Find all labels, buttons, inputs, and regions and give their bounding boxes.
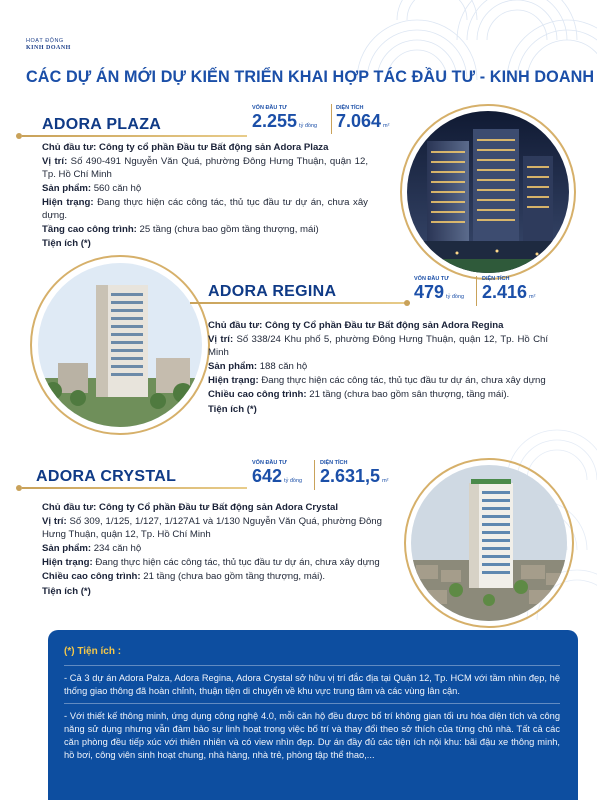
- section-tag-line2: KINH DOANH: [26, 45, 71, 51]
- amenities-row: Tiện ích (*): [208, 403, 257, 415]
- status-row: Hiện trạng: Đang thực hiện các công tác, thủ tục đầu tư dự án, chưa xây dựng.: [42, 197, 368, 221]
- stat-unit: m²: [383, 123, 390, 129]
- section-tag-line1: HOẠT ĐỘNG: [26, 38, 64, 44]
- stat-value: 479: [414, 282, 445, 302]
- product-row: Sản phẩm: 188 căn hộ: [208, 360, 308, 372]
- project-info-plaza: [42, 142, 368, 252]
- status-row: Hiện trạng: Đang thực hiện các công tác, thủ tục đầu tư dự án, chưa xây dựng: [42, 557, 380, 569]
- title-bullet: [404, 300, 410, 306]
- stat-unit: m²: [529, 294, 536, 300]
- adora-crystal-photo: [411, 465, 567, 621]
- adora-plaza-photo: [407, 111, 569, 273]
- stat-unit: tỷ đồng: [446, 294, 465, 300]
- stat-unit: tỷ đồng: [284, 478, 303, 484]
- benefits-paragraph-1: - Cả 3 dự án Adora Palza, Adora Regina, Adora Crystal sở hữu vị trí đắc địa tại Quận 12, Tp. HCM với tầm nhìn đẹp, hệ thống giao thông đã hoàn chỉnh, thuận tiện di chuyển về khu vực trung tâm và các vùng lân cận.: [64, 673, 560, 696]
- stat-value: 7.064: [336, 111, 382, 131]
- amenities-row: Tiện ích (*): [42, 585, 91, 597]
- owner-row: Chủ đầu tư: Công ty Cổ phần Đầu tư Bất động sản Adora Regina: [208, 320, 504, 331]
- status-value: Đang thực hiện các công tác, thủ tục đầu tư dự án, chưa xây dựng: [95, 557, 380, 569]
- location-row: Vị trí: Số 490-491 Nguyễn Văn Quá, phường Đông Hưng Thuận, quận 12, Tp. Hồ Chí Minh: [42, 156, 368, 180]
- stat-label: DIỆN TÍCH: [482, 276, 510, 282]
- title-underline: [190, 302, 410, 304]
- product-value: 560 căn hộ: [93, 182, 142, 194]
- amenities-row: Tiện ích (*): [42, 238, 91, 250]
- project-title-crystal: ADORA CRYSTAL: [36, 468, 177, 485]
- benefits-title: (*) Tiện ích :: [64, 646, 122, 657]
- stat-area-regina: [482, 276, 535, 301]
- owner-value: Công ty Cổ phần Đầu tư Bất động sản Adora Crystal: [99, 502, 339, 513]
- stat-label: DIỆN TÍCH: [336, 105, 364, 111]
- stat-invest-plaza: [252, 105, 317, 130]
- stat-area-crystal: [320, 460, 388, 485]
- location-value: Số 490-491 Nguyễn Văn Quá, phường Đông Hưng Thuận, quận 12, Tp. Hồ Chí Minh: [42, 156, 368, 180]
- location-value: Số 309, 1/125, 1/127, 1/127A1 và 1/130 Nguyễn Văn Quá, phường Đông Hưng Thuận, quận 12, Tp. Hồ Chí Minh: [42, 516, 382, 540]
- stat-unit: m²: [382, 478, 389, 484]
- stat-invest-regina: [414, 276, 464, 301]
- owner-row: Chủ đầu tư: Công ty cổ phần Đầu tư Bất động sản Adora Plaza: [42, 142, 329, 153]
- product-value: 188 căn hộ: [259, 360, 308, 372]
- stat-value: 2.416: [482, 282, 528, 302]
- stat-divider: [476, 276, 477, 306]
- owner-row: Chủ đầu tư: Công ty Cổ phần Đầu tư Bất động sản Adora Crystal: [42, 502, 339, 513]
- benefits-paragraph-2: - Với thiết kế thông minh, ứng dụng công nghệ 4.0, mỗi căn hộ đều được bố trí không gian tối ưu hóa diện tích và công năng sử dụng nhưng vẫn đảm bảo sự linh hoạt trong việc bố trí và thay đổi theo sở thích của từng chủ nhà. Tất cả các căn phòng đều tiếp xúc với thiên nhiên và có view nhìn đẹp. Dự án đầy đủ các tiện ích nội khu: bãi đậu xe thông minh, hồ bơi, công viên sinh hoạt chung, nhà hàng, nhà trẻ, phòng tập thể thao,...: [64, 711, 560, 760]
- building-night-illustration: [407, 111, 569, 273]
- stat-invest-crystal: [252, 460, 302, 485]
- benefits-divider: [64, 665, 560, 666]
- height-row: Chiều cao công trình: 21 tầng (chưa bao gồm sân thượng, tầng mái).: [208, 389, 510, 401]
- stat-value: 2.631,5: [320, 466, 381, 486]
- location-row: Vị trí: Số 309, 1/125, 1/127, 1/127A1 và 1/130 Nguyễn Văn Quá, phường Đông Hưng Thuận, quận 12, Tp. Hồ Chí Minh: [42, 516, 382, 540]
- building-aerial-illustration: [411, 465, 567, 621]
- product-row: Sản phẩm: 234 căn hộ: [42, 542, 142, 554]
- stat-label: VỐN ĐẦU TƯ: [252, 105, 287, 111]
- height-value: 21 tầng (chưa bao gồm sân thượng, tầng mái).: [309, 389, 510, 401]
- status-value: Đang thực hiện các công tác, thủ tục đầu tư dự án, chưa xây dựng: [261, 375, 546, 387]
- title-underline: [22, 135, 247, 137]
- stat-label: VỐN ĐẦU TƯ: [252, 460, 287, 466]
- stat-value: 2.255: [252, 111, 298, 131]
- stat-divider: [314, 460, 315, 490]
- project-info-crystal: [42, 502, 382, 600]
- stat-unit: tỷ đồng: [299, 123, 318, 129]
- benefits-divider: [64, 703, 560, 704]
- benefits-box: [48, 630, 578, 800]
- status-row: Hiện trạng: Đang thực hiện các công tác, thủ tục đầu tư dự án, chưa xây dựng: [208, 375, 546, 387]
- height-row: Chiều cao công trình: 21 tầng (chưa bao gồm tầng thượng, mái).: [42, 571, 326, 583]
- page-title: CÁC DỰ ÁN MỚI DỰ KIẾN TRIỂN KHAI HỢP TÁC ĐẦU TƯ - KINH DOANH: [26, 68, 595, 86]
- product-value: 234 căn hộ: [93, 542, 142, 554]
- adora-regina-photo: [38, 263, 202, 427]
- title-underline: [22, 487, 247, 489]
- project-title-plaza: ADORA PLAZA: [42, 116, 162, 133]
- section-tag: [26, 38, 71, 52]
- project-title-regina: ADORA REGINA: [208, 283, 337, 300]
- location-row: Vị trí: Số 338/24 Khu phố 5, phường Đông Hưng Thuận, quận 12, Tp. Hồ Chí Minh: [208, 334, 548, 358]
- owner-value: Công ty Cổ phần Đầu tư Bất động sản Adora Regina: [265, 320, 504, 331]
- stat-label: VỐN ĐẦU TƯ: [414, 276, 449, 282]
- product-row: Sản phẩm: 560 căn hộ: [42, 182, 142, 194]
- building-day-illustration: [38, 263, 202, 427]
- stat-divider: [331, 104, 332, 134]
- height-value: 21 tầng (chưa bao gồm tầng thượng, mái).: [143, 571, 326, 583]
- stat-value: 642: [252, 466, 283, 486]
- location-value: Số 338/24 Khu phố 5, phường Đông Hưng Thuận, quận 12, Tp. Hồ Chí Minh: [208, 334, 548, 358]
- stat-label: DIỆN TÍCH: [320, 460, 348, 466]
- stat-area-plaza: [336, 105, 389, 130]
- status-value: Đang thực hiện các công tác, thủ tục đầu tư dự án, chưa xây dựng.: [42, 197, 368, 221]
- owner-value: Công ty cổ phần Đầu tư Bất động sản Adora Plaza: [99, 142, 329, 153]
- height-row: Tầng cao công trình: 25 tầng (chưa bao gồm tầng thượng, mái): [42, 223, 319, 235]
- project-info-regina: [208, 320, 548, 418]
- height-value: 25 tầng (chưa bao gồm tầng thượng, mái): [139, 223, 319, 235]
